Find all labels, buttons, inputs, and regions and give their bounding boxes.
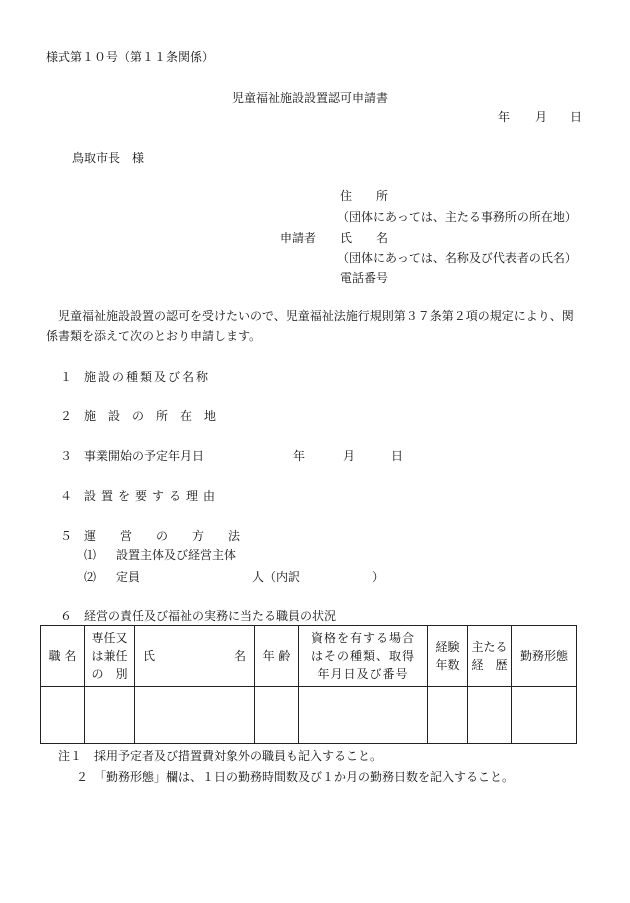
date-year: 年: [498, 110, 511, 124]
address-note: （団体にあっては、主たる事務所の所在地）: [337, 210, 577, 224]
name-label: 氏 名: [340, 231, 389, 245]
item-2-label: 施 設 の 所 在 地: [84, 409, 217, 423]
body-text-line1: 児童福祉施設設置の認可を受けたいので、児童福祉法施行規則第３７条第２項の規定により、関: [58, 309, 574, 323]
header-age: 年 齢: [255, 626, 299, 687]
item-3-month: 月: [343, 449, 356, 463]
cell-experience[interactable]: [428, 687, 468, 744]
item-1-label: 施設の種類及び名称: [84, 370, 211, 384]
header-career: 主たる 経 歴: [468, 626, 512, 687]
cell-post[interactable]: [41, 687, 85, 744]
cell-fulltime[interactable]: [85, 687, 135, 744]
name-note: （団体にあっては、名称及び代表者の氏名）: [337, 251, 577, 265]
applicant-label: 申請者: [280, 231, 317, 245]
item-5-number: ５: [60, 529, 73, 543]
header-name: 氏 名: [135, 626, 255, 687]
date-day: 日: [570, 110, 583, 124]
item-4-number: ４: [60, 489, 73, 503]
subitem-1-label: 設置主体及び経営主体: [116, 548, 237, 562]
item-1-number: １: [60, 370, 73, 384]
document-title: 児童福祉施設設置認可申請書: [232, 91, 389, 105]
body-text-line2: 係書類を添えて次のとおり申請します。: [46, 329, 262, 343]
item-6-number: ６: [60, 609, 73, 623]
cell-qualification[interactable]: [299, 687, 428, 744]
item-4-label: 設置を要する理由: [84, 489, 221, 503]
table-row: [41, 687, 577, 744]
header-fulltime: 専任又 は兼任 の 別: [85, 626, 135, 687]
cell-work-type[interactable]: [512, 687, 577, 744]
cell-name[interactable]: [135, 687, 255, 744]
table-header-row: [41, 626, 577, 687]
item-3-year: 年: [293, 449, 306, 463]
addressee: 鳥取市長 様: [72, 151, 145, 165]
subitem-2-number: ⑵: [84, 570, 97, 584]
item-3-day: 日: [391, 449, 404, 463]
address-label: 住 所: [340, 189, 389, 203]
item-6-label: 経営の責任及び福祉の実務に当たる職員の状況: [84, 609, 337, 623]
item-2-number: ２: [60, 409, 73, 423]
form-number: 様式第１０号（第１１条関係）: [46, 50, 215, 64]
header-qualification: 資格を有する場合 はその種類、取得 年月日及び番号: [299, 626, 428, 687]
header-work-type: 勤務形態: [512, 626, 577, 687]
cell-age[interactable]: [255, 687, 299, 744]
subitem-1-number: ⑴: [84, 548, 97, 562]
phone-label: 電話番号: [340, 271, 389, 285]
item-3-label: 事業開始の予定年月日: [84, 449, 205, 463]
staff-table: [40, 625, 577, 744]
subitem-2-unit: 人（内訳: [252, 570, 301, 584]
date-month: 月: [535, 110, 548, 124]
subitem-2-close: ）: [372, 570, 385, 584]
cell-career[interactable]: [468, 687, 512, 744]
subitem-2-label: 定員: [116, 570, 141, 584]
item-3-number: ３: [60, 449, 73, 463]
header-post: 職 名: [41, 626, 85, 687]
item-5-label: 運 営 の 方 法: [84, 529, 241, 543]
note-1: 注１ 採用予定者及び措置費対象外の職員も記入すること。: [58, 749, 383, 763]
header-experience: 経験 年数: [428, 626, 468, 687]
note-2: ２ 「勤務形態」欄は、１日の勤務時間数及び１か月の勤務日数を記入すること。: [76, 770, 515, 784]
